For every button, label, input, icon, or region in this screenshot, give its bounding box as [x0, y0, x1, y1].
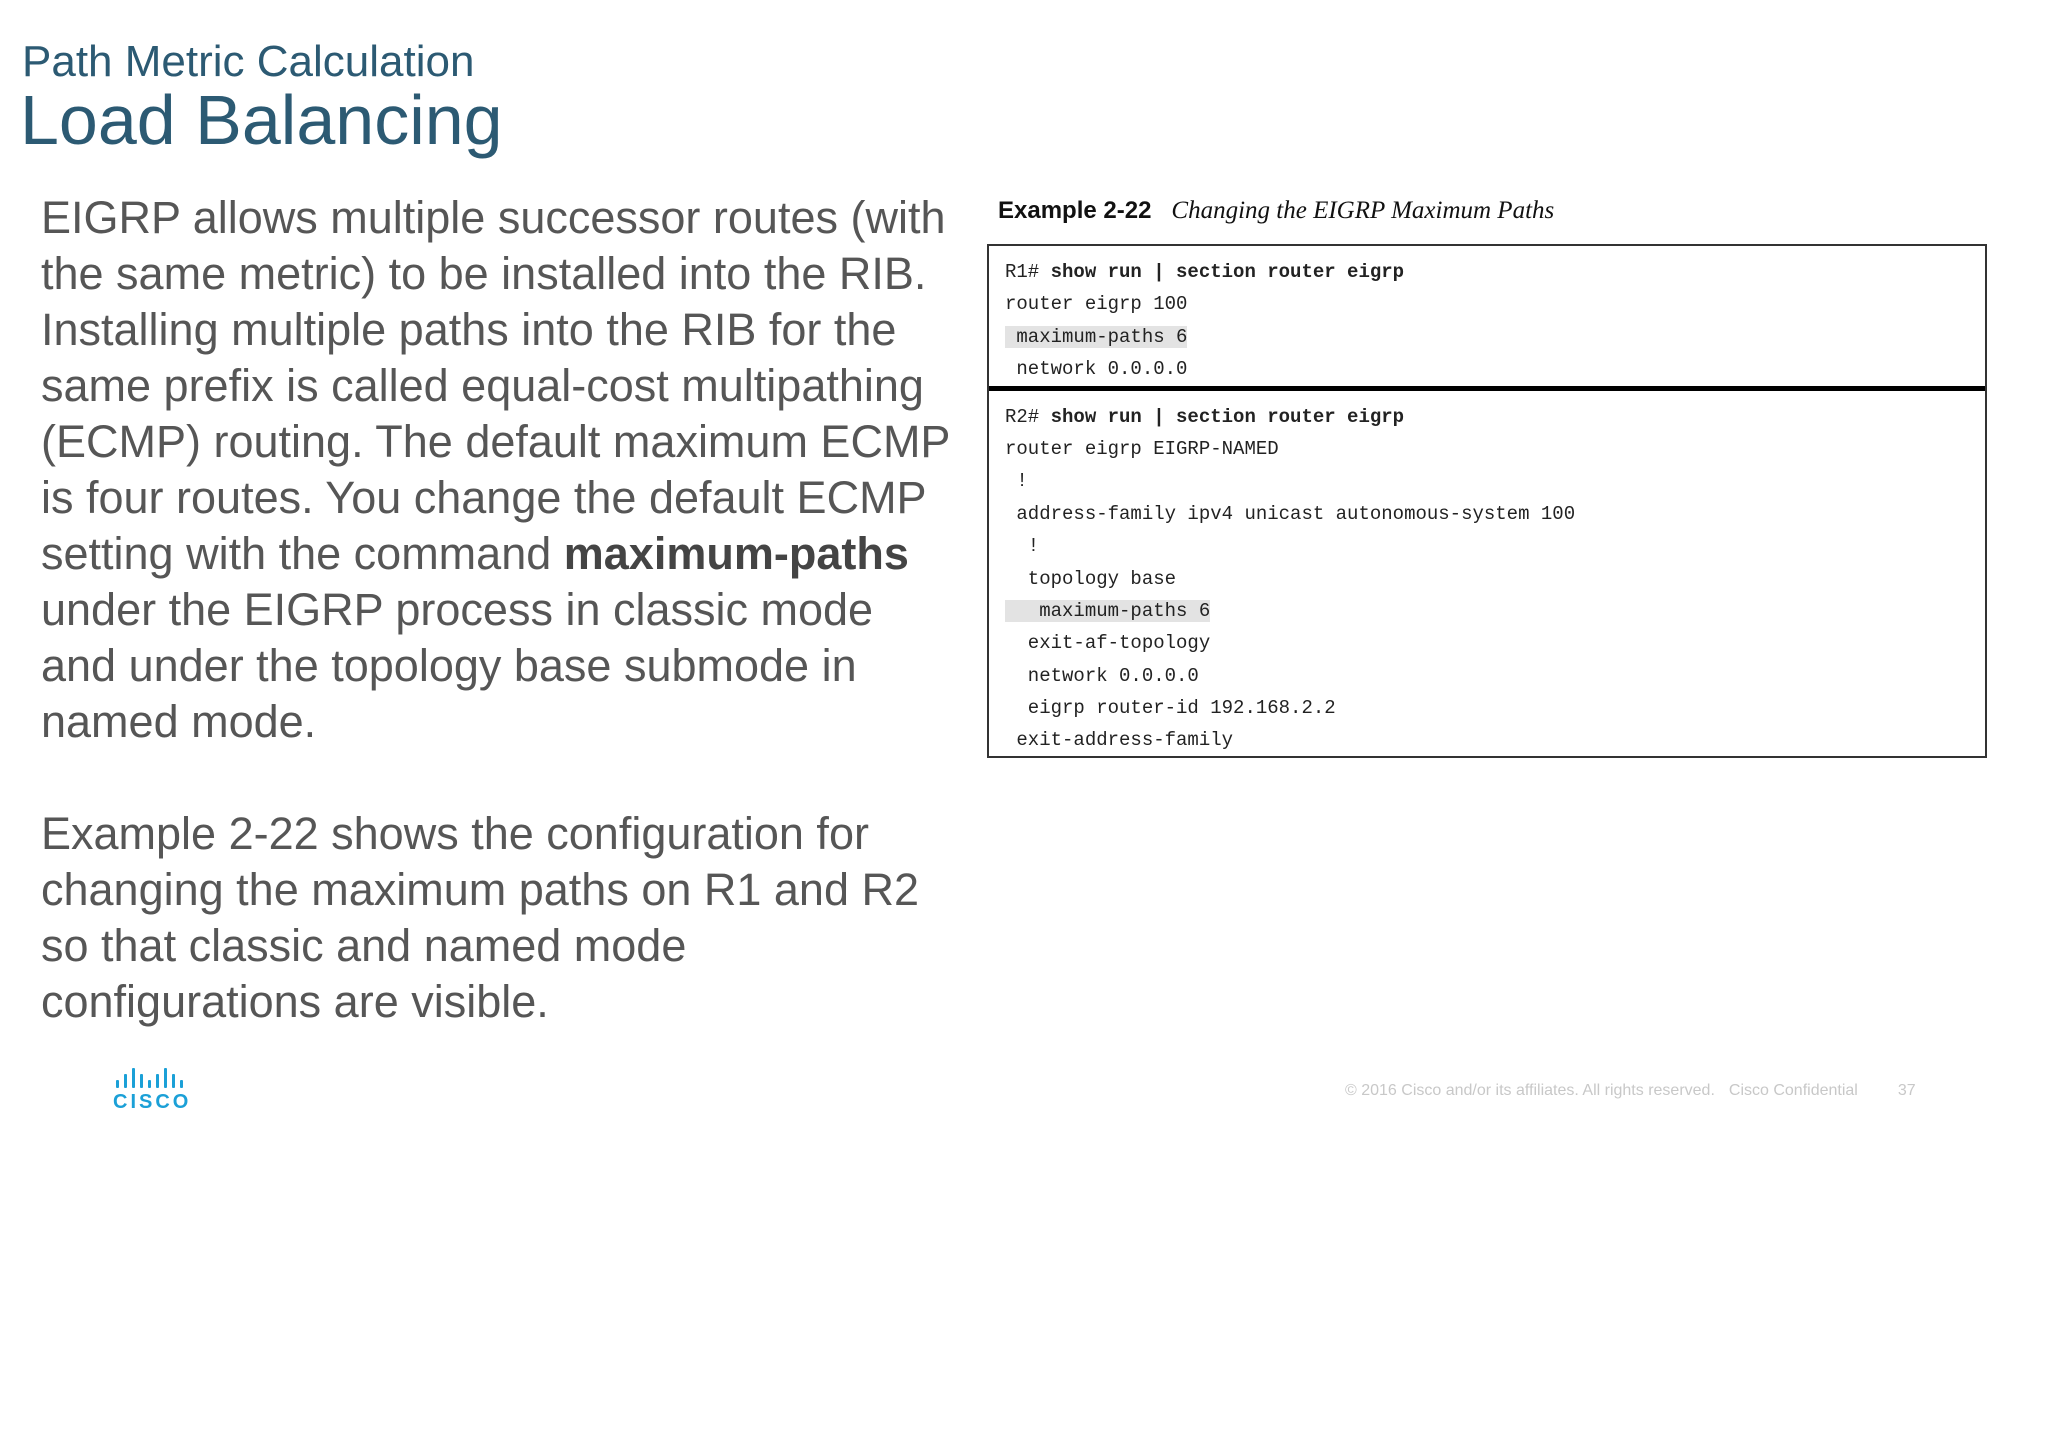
config-example-box: [987, 244, 1987, 758]
page-number: 37: [1897, 1082, 1916, 1099]
code-line: !: [1005, 535, 1040, 558]
footer-copyright: © 2016 Cisco and/or its affiliates. All rights reserved.: [1345, 1082, 1715, 1099]
paragraph-example: Example 2-22 shows the configuration for changing the maximum paths on R1 and R2 so that classic and named mode configurations are visible.: [41, 808, 920, 1027]
r2-command: show run | section router eigrp: [1050, 405, 1405, 428]
highlighted-maximum-paths: maximum-paths 6: [1005, 599, 1211, 622]
r1-prompt: R1#: [1005, 261, 1051, 283]
code-line: exit-address-family: [1005, 729, 1234, 752]
code-line: router eigrp EIGRP-NAMED: [1005, 437, 1279, 460]
cisco-logo: [113, 1066, 203, 1118]
code-line-highlighted: [1005, 595, 1985, 627]
footer-confidential: Cisco Confidential: [1728, 1082, 1858, 1099]
r1-config: [989, 246, 1985, 386]
command-maximum-paths: maximum-paths: [563, 528, 909, 579]
slide-title: Load Balancing: [20, 81, 503, 159]
r2-prompt: R2#: [1005, 405, 1051, 428]
example-number: Example 2-22: [998, 197, 1152, 224]
paragraph-ecmp-part2: under the EIGRP process in classic mode and under the topology base submode in named mode.: [41, 584, 874, 747]
paragraph-ecmp-part1: EIGRP allows multiple successor routes (with the same metric) to be installed into the RIB. Installing multiple paths into the RIB for the same prefix is called equal-cost multipathing (ECMP) routing. The default maximum ECMP is four routes. You change the default ECMP setting with the command: [41, 192, 950, 579]
highlighted-maximum-paths: maximum-paths 6: [1005, 325, 1188, 348]
r2-config: [989, 391, 1985, 757]
code-line: address-family ipv4 unicast autonomous-system 100: [1005, 502, 1576, 525]
paragraph-ecmp: [41, 190, 951, 750]
code-line: eigrp router-id 192.168.2.2: [1005, 697, 1336, 720]
code-line: !: [1005, 470, 1028, 493]
code-line: topology base: [1005, 567, 1177, 590]
r1-command-line: [1005, 256, 1985, 288]
r2-command-line: [1005, 401, 1985, 433]
code-line: network 0.0.0.0: [1005, 358, 1188, 381]
section-subtitle: Path Metric Calculation: [22, 37, 475, 86]
cisco-logo-word: CISCO: [113, 1091, 192, 1113]
example-title: Changing the EIGRP Maximum Paths: [1171, 197, 1555, 224]
code-line-highlighted: [1005, 321, 1985, 353]
code-line: router eigrp 100: [1005, 293, 1188, 316]
r1-command: show run | section router eigrp: [1050, 261, 1405, 283]
code-line: exit-af-topology: [1005, 632, 1211, 655]
cisco-logo-bars-icon: [116, 1066, 203, 1088]
footer: [1345, 1082, 1916, 1100]
code-line: network 0.0.0.0: [1005, 664, 1199, 687]
body-text: [41, 190, 951, 1030]
example-caption: [998, 197, 1554, 225]
